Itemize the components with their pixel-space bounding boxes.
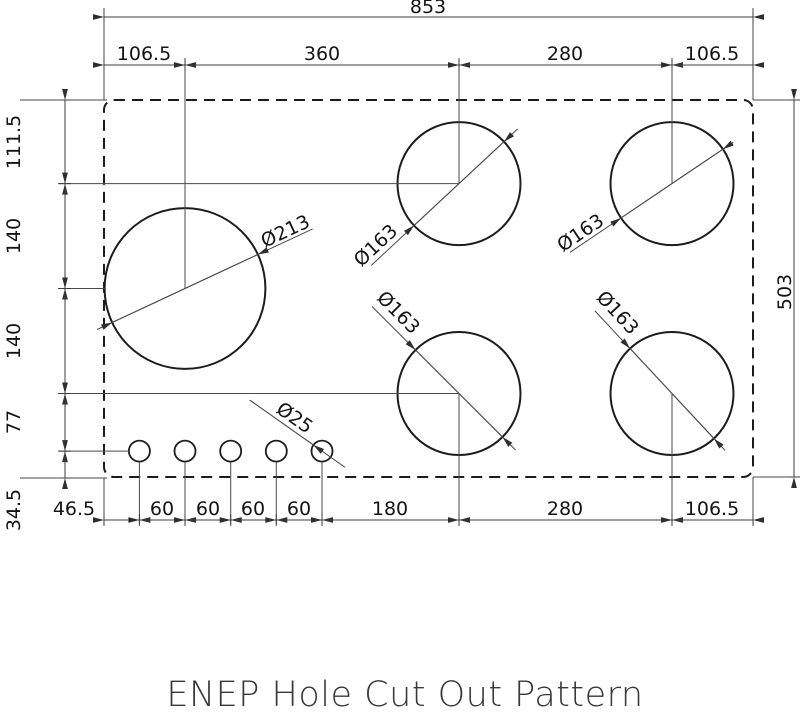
burner-top-center-diameter-label: Ø163 <box>349 220 403 272</box>
diameter-arrow <box>621 184 672 218</box>
left-chain-label-4: 77 <box>3 409 25 435</box>
burner-bottom-right-diameter-label: Ø163 <box>591 286 643 340</box>
bottom-chain-label-1: 46.5 <box>52 498 96 520</box>
knob-hole-4 <box>266 441 287 462</box>
left-chain-label-3: 140 <box>3 322 25 360</box>
tick-marks-path <box>59 11 800 526</box>
top-chain-label-1: 106.5 <box>116 43 172 65</box>
top-chain-label-4: 106.5 <box>684 43 740 65</box>
knob-hole-diameter-label: Ø25 <box>272 397 317 439</box>
overall-height-label: 503 <box>774 273 796 311</box>
bottom-chain-label-3: 60 <box>195 498 221 520</box>
dimension-lines <box>65 17 794 520</box>
diameter-arrow <box>630 349 672 394</box>
knob-hole-1 <box>129 441 150 462</box>
cutout-rect <box>104 100 753 477</box>
bottom-chain-label-7: 280 <box>546 498 584 520</box>
drawing-title: ENEP Hole Cut Out Pattern <box>166 675 644 712</box>
bottom-chain-label-5: 60 <box>286 498 312 520</box>
burner-bottom-center-diameter-label: Ø163 <box>372 286 425 339</box>
left-chain-label-5: 34.5 <box>3 488 25 532</box>
burner-top-right-diameter-label: Ø163 <box>553 209 609 257</box>
diameter-arrow <box>185 255 258 289</box>
diameter-arrow <box>672 149 723 183</box>
cutout-outline <box>104 100 753 477</box>
bottom-chain-label-4: 60 <box>240 498 266 520</box>
diameter-arrow <box>459 142 504 184</box>
overall-width-label: 853 <box>409 0 447 18</box>
top-chain-label-2: 360 <box>303 43 341 65</box>
left-chain-label-2: 140 <box>3 217 25 255</box>
left-chain-label-1: 111.5 <box>3 114 25 170</box>
knob-hole-2 <box>175 441 196 462</box>
extension-lines-path <box>20 8 800 524</box>
diameter-callouts <box>97 129 733 467</box>
bottom-chain-label-6: 180 <box>371 498 409 520</box>
tick-marks <box>59 11 800 526</box>
knob-hole-3 <box>220 441 241 462</box>
diameter-arrow <box>416 350 460 394</box>
bottom-chain-label-8: 106.5 <box>684 498 740 520</box>
knob-holes <box>129 441 333 462</box>
burner-holes <box>105 122 734 455</box>
extension-lines <box>20 8 800 524</box>
top-chain-label-3: 280 <box>546 43 584 65</box>
diameter-arrow <box>414 184 459 226</box>
diameter-arrow <box>459 394 503 438</box>
diameter-arrow <box>672 394 714 439</box>
large-burner-diameter-label: Ø213 <box>257 210 314 253</box>
bottom-chain-label-2: 60 <box>149 498 175 520</box>
diameter-arrow <box>112 289 185 323</box>
